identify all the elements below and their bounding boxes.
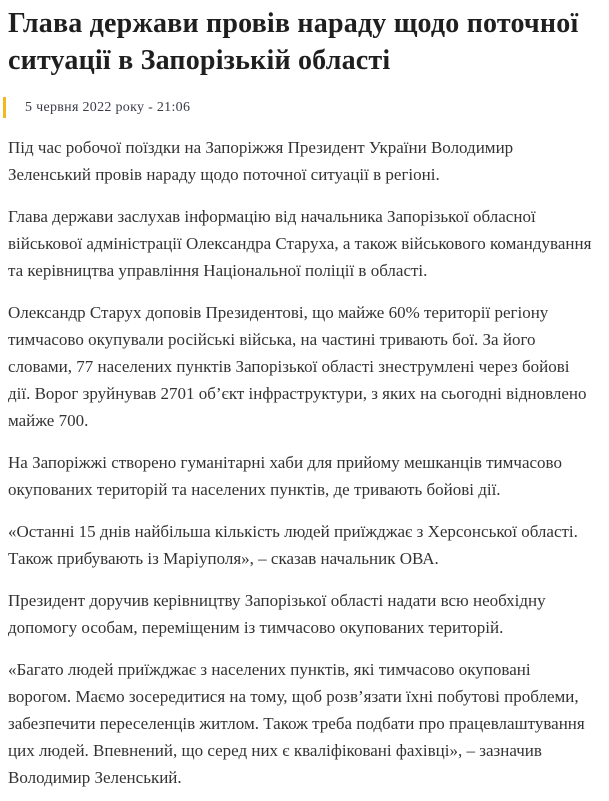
article-paragraph: Президент доручив керівництву Запорізької області надати всю необхідну допомогу особам, переміщеним із тимчасово окупованих територій. bbox=[8, 591, 546, 637]
article-body bbox=[8, 134, 595, 791]
article-paragraph: «Останні 15 днів найбільша кількість людей приїжджає з Херсонської області. Також прибувають із Маріуполя», – сказав начальник ОВА. bbox=[8, 522, 578, 568]
article-paragraph: Олександр Старух доповів Президентові, що майже 60% території регіону тимчасово окупували російські війська, на частині тривають бої. За його словами, 77 населених пунктів Запорізької області знеструмлені через бойові дії. Ворог зруйнував 2701 об’єкт інфраструктури, з яких на сьогодні відновлено майже 700. bbox=[8, 303, 587, 430]
article-paragraph: Під час робочої поїздки на Запоріжжя Президент України Володимир Зеленський провів нараду щодо поточної ситуації в регіоні. bbox=[8, 138, 514, 184]
article-paragraph: На Запоріжжі створено гуманітарні хаби для прийому мешканців тимчасово окупованих територій та населених пунктів, де тривають бойові дії. bbox=[8, 453, 562, 499]
publish-date: 5 червня 2022 року - 21:06 bbox=[25, 100, 191, 115]
page-title: Глава держави провів нараду щодо поточної ситуації в Запорізькій області bbox=[8, 8, 579, 76]
article-paragraph: Глава держави заслухав інформацію від начальника Запорізької обласної військової адміністрації Олександра Старуха, а також військового командування та керівництва управління Національної поліції в області. bbox=[8, 207, 592, 280]
publish-date-row bbox=[8, 97, 595, 118]
article-paragraph: «Багато людей приїжджає з населених пунктів, які тимчасово окуповані ворогом. Маємо зосередитися на тому, щоб розв’язати їхні побутові проблеми, забезпечити переселенців житлом. Також треба подбати про працевлаштування цих людей. Впевнений, що серед них є кваліфіковані фахівці», – зазначив Володимир Зеленський. bbox=[8, 660, 585, 787]
